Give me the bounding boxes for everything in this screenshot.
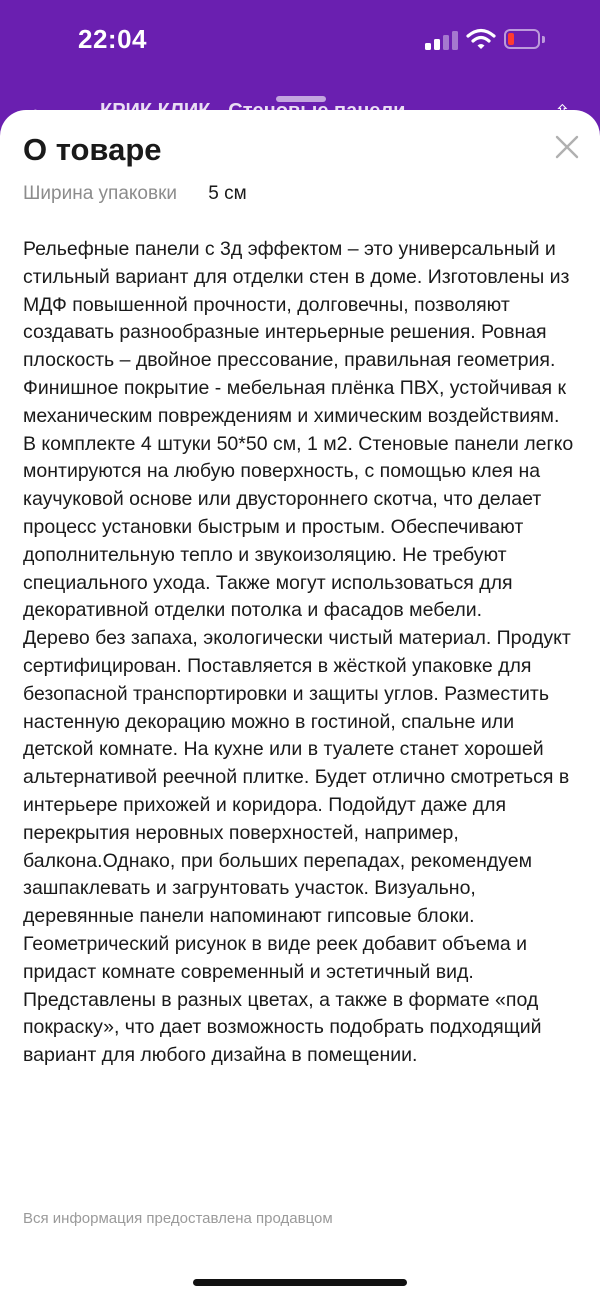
status-bar	[0, 0, 600, 84]
cellular-signal-icon	[425, 30, 459, 50]
wifi-icon	[466, 28, 496, 50]
sheet-drag-handle[interactable]	[276, 96, 326, 102]
home-indicator[interactable]	[193, 1279, 407, 1286]
status-time: 22:04	[78, 24, 147, 54]
spec-value: 5 см	[208, 183, 247, 204]
seller-info-note: Вся информация предоставлена продавцом	[23, 1210, 333, 1227]
spec-row	[23, 183, 247, 205]
product-description: Рельефные панели с 3д эффектом – это универсальный и стильный вариант для отделки стен в доме. Изготовлены из МДФ повышенной прочности, долговечны, позволяют создавать разнообразные интерьерные решения. Ровная плоскость – двойное прессование, правильная геометрия. Финишное покрытие - мебельная плёнка ПВХ, устойчивая к механическим повреждениям и химическим воздействиям. В комплекте 4 штуки 50*50 см, 1 м2. Стеновые панели легко монтируются на любую поверхность, с помощью клея на каучуковой основе или двустороннего скотча, что делает процесс установки быстрым и простым. Обеспечивают дополнительную тепло и звукоизоляцию. Не требуют специального ухода. Также могут использоваться для декоративной отделки потолка и фасадов мебели. Дерево без запаха, экологически чистый материал. Продукт сертифицирован. Поставляется в жёсткой упаковке для безопасной транспортировки и защиты углов. Разместить настенную декорацию можно в гостиной, спальне или детской комнате. На кухне или в туалете станет хорошей альтернативой реечной плитке. Будет отлично смотреться в интерьере прихожей и коридора. Подойдут даже для перекрытия неровных поверхностей, например, балкона.Однако, при больших перепадах, рекомендуем зашпаклевать и загрунтовать участок. Визуально, деревянные панели напоминают гипсовые блоки. Геометрический рисунок в виде реек добавит объема и придаст комнате современный и эстетичный вид. Представлены в разных цветах, а также в формате «под покраску», что дает возможность подобрать подходящий вариант для любого дизайна в помещении.	[23, 238, 574, 1067]
battery-low-icon	[504, 29, 546, 51]
sheet-title: О товаре	[23, 132, 162, 167]
spec-label: Ширина упаковки	[23, 183, 178, 204]
close-icon[interactable]	[550, 130, 584, 164]
product-info-sheet	[0, 110, 600, 1300]
